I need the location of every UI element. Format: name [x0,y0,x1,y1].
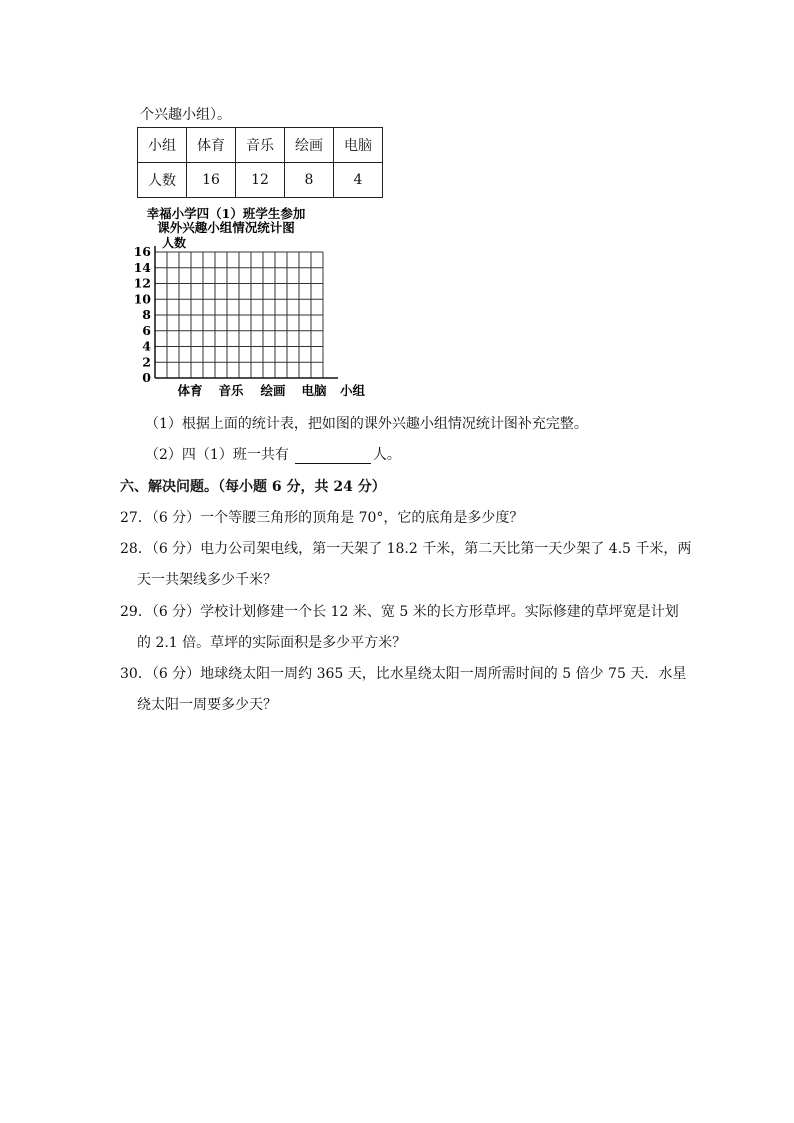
problem-30-line2: 绕太阳一周要多少天？ [137,697,277,713]
y-tick-label: 0 [142,370,151,385]
stats-table [137,127,383,198]
y-tick-label: 8 [142,307,151,322]
y-tick-label: 6 [142,322,151,338]
problem-28-line2: 天一共架线多少千米？ [137,572,277,588]
x-axis-label: 小组 [340,383,366,398]
table-row [138,163,383,198]
x-category-label: 电脑 [301,383,327,398]
y-tick-label: 16 [133,244,151,259]
y-tick-label: 10 [133,291,151,307]
table-cell: 绘画 [285,128,334,163]
question-2-prefix: （2）四（1）班一共有 [145,447,289,463]
table-cell: 电脑 [334,128,383,163]
table-cell: 音乐 [236,128,285,163]
table-cell: 4 [334,163,383,198]
y-tick-label: 14 [133,259,151,275]
intro-tail-text: 个兴趣小组）。 [140,107,231,123]
table-cell: 16 [187,163,236,198]
chart-title-line2: 课外兴趣小组情况统计图 [157,220,295,235]
x-category-label: 体育 [177,383,203,398]
y-tick-label: 12 [133,275,151,291]
answer-blank[interactable] [295,449,371,464]
table-cell: 小组 [138,128,187,163]
problem-30-line1: 30．（6 分）地球绕太阳一周约 365 天，比水星绕太阳一周所需时间的 5 倍少 75 天．水星 [120,666,687,682]
y-tick-label: 4 [142,338,151,354]
table-header-row [138,128,383,163]
x-category-label: 音乐 [218,383,244,398]
problem-29-line1: 29．（6 分）学校计划修建一个长 12 米、宽 5 米的长方形草坪。实际修建的草坪宽是计划 [120,604,679,620]
question-1: （1）根据上面的统计表，把如图的课外兴趣小组情况统计图补充完整。 [145,416,588,432]
x-category-label: 绘画 [260,383,286,398]
problem-28-line1: 28．（6 分）电力公司架电线，第一天架了 18.2 千米，第二天比第一天少架了 4.5 千米，两 [120,541,692,557]
question-2 [145,444,401,464]
bar-chart-grid [128,202,378,402]
y-axis-label: 人数 [162,236,187,250]
table-cell: 体育 [187,128,236,163]
question-2-suffix: 人。 [372,447,401,463]
table-cell: 人数 [138,163,187,198]
table-cell: 8 [285,163,334,198]
section-6-heading: 六、解决问题。（每小题 6 分，共 24 分） [120,479,386,495]
chart-title-line1: 幸福小学四（1）班学生参加 [146,206,306,221]
problem-29-line2: 的 2.1 倍。草坪的实际面积是多少平方米？ [137,635,407,651]
table-cell: 12 [236,163,285,198]
y-tick-label: 2 [142,354,151,370]
problem-27: 27．（6 分）一个等腰三角形的顶角是 70°，它的底角是多少度？ [120,510,524,526]
